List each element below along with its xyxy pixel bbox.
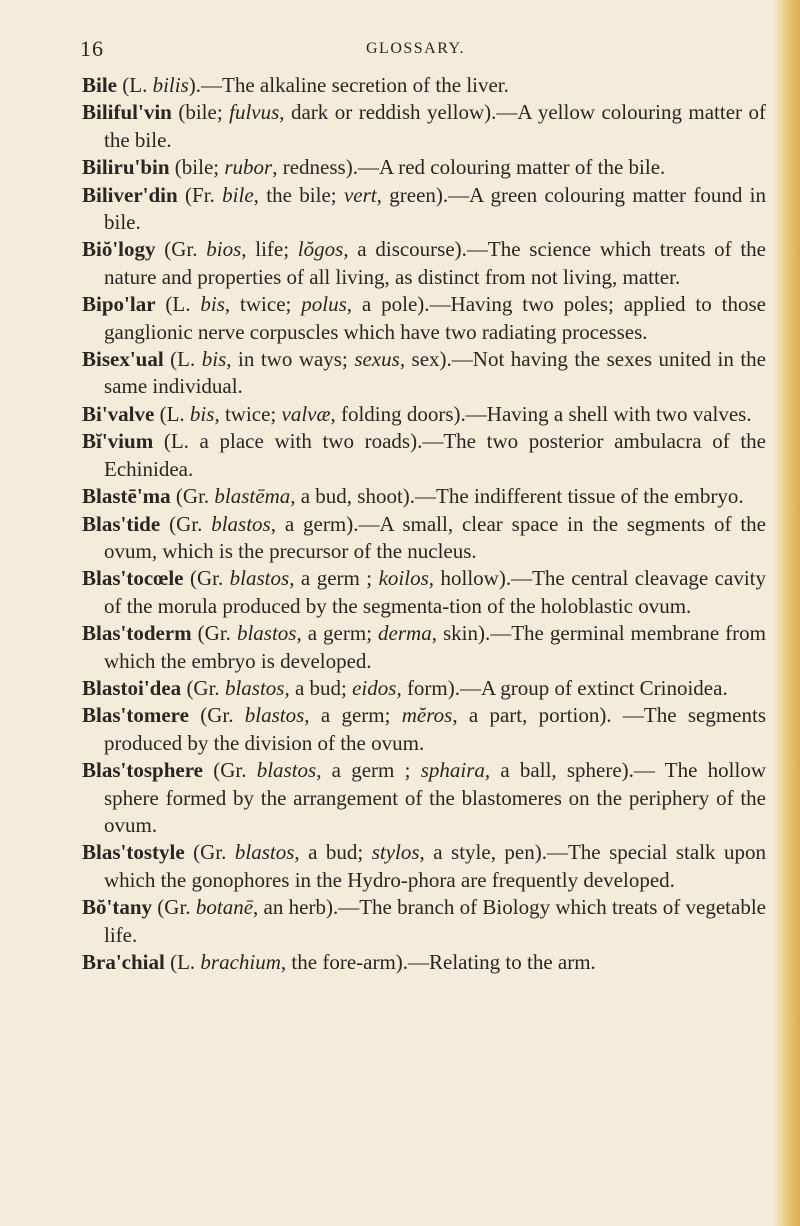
glossary-entry bbox=[82, 154, 766, 181]
entry-text: (L. a place with two roads).—The two posterior ambulacra of the Echinidea. bbox=[104, 429, 766, 481]
entry-headword: Biliru'bin bbox=[82, 155, 170, 180]
entry-text: (Gr. bbox=[188, 703, 245, 728]
entry-etymon: botanē bbox=[195, 895, 254, 920]
glossary-entry bbox=[82, 483, 766, 510]
entry-text: (L. bbox=[155, 292, 201, 317]
glossary-entry bbox=[82, 99, 766, 154]
entry-headword: Blas'tostyle bbox=[82, 840, 185, 865]
entry-text: , the bile; bbox=[253, 182, 344, 207]
entry-headword: Blas'tomere bbox=[82, 703, 189, 728]
entry-text: , an herb).—The branch of Biology which treats of vegetable life. bbox=[104, 895, 766, 947]
entry-etymon: sexus bbox=[354, 347, 400, 372]
entry-headword: Bipo'lar bbox=[82, 292, 156, 317]
entry-headword: Bĭ'vium bbox=[82, 429, 154, 454]
entry-etymon: bile bbox=[222, 182, 254, 207]
entry-text: (Gr. bbox=[202, 758, 257, 783]
entry-text: (Gr. bbox=[170, 484, 215, 509]
page-edge-shading bbox=[772, 0, 800, 1226]
entry-text: (Gr. bbox=[183, 566, 230, 591]
entry-etymon: sphaira bbox=[420, 758, 485, 783]
entry-headword: Bi'valve bbox=[82, 401, 155, 426]
entry-etymon: brachium bbox=[200, 950, 281, 974]
entry-headword: Bra'chial bbox=[82, 950, 165, 974]
entry-etymon: blastos bbox=[229, 566, 290, 591]
entry-text: (Gr. bbox=[184, 840, 235, 865]
entry-etymon: bis bbox=[200, 292, 225, 317]
entry-text: , a germ; bbox=[304, 703, 402, 728]
glossary-entry bbox=[82, 675, 766, 702]
entry-headword: Blas'tosphere bbox=[82, 758, 203, 783]
entry-etymon: blastos bbox=[236, 621, 297, 646]
glossary-entry bbox=[82, 291, 766, 346]
entry-text: , in two ways; bbox=[226, 347, 355, 372]
entry-text: , a pole).—Having two poles; applied to those ganglionic nerve corpuscles which have two radiating processes. bbox=[104, 292, 766, 344]
entry-text: (L. bbox=[154, 401, 190, 426]
glossary-entry bbox=[82, 346, 766, 401]
entry-text: (Gr. bbox=[152, 895, 196, 920]
glossary-entry bbox=[82, 894, 766, 949]
entry-etymon: blastos bbox=[244, 703, 305, 728]
entry-etymon: bilis bbox=[152, 73, 189, 97]
entry-etymon: koilos bbox=[378, 566, 429, 591]
glossary-entry bbox=[82, 182, 766, 237]
entry-text: , a germ).—A small, clear space in the segments of the ovum, which is the precursor of the nucleus. bbox=[104, 511, 766, 563]
entry-text: ).—The alkaline secretion of the liver. bbox=[188, 73, 509, 97]
entry-headword: Bisex'ual bbox=[82, 347, 164, 372]
glossary-entry bbox=[82, 757, 766, 839]
glossary-entry bbox=[82, 565, 766, 620]
page-number: 16 bbox=[80, 36, 104, 61]
entry-etymon: lŏgos bbox=[297, 237, 344, 262]
entry-etymon: blastēma bbox=[214, 484, 291, 509]
entry-text: (Gr. bbox=[191, 621, 237, 646]
entry-text: , twice; bbox=[214, 401, 282, 426]
entry-text: , a ball, sphere).— The hollow sphere formed by the arrangement of the blastomeres on the periphery of the ovum. bbox=[104, 758, 766, 837]
entry-text: (L. bbox=[117, 73, 153, 97]
entry-text: (bile; bbox=[171, 100, 230, 125]
entry-text: , a germ ; bbox=[289, 566, 379, 591]
entry-text: , hollow).—The central cleavage cavity of the morula produced by the segmenta-tion of the holoblastic ovum. bbox=[104, 566, 766, 618]
entry-headword: Blas'toderm bbox=[82, 621, 192, 646]
entry-text: (bile; bbox=[169, 155, 225, 180]
entry-text: , green).—A green colouring matter found in bile. bbox=[104, 182, 767, 235]
entry-text: (Gr. bbox=[181, 675, 225, 700]
entry-text: , dark or reddish yellow).—A yellow colouring matter of the bile. bbox=[104, 100, 766, 152]
entry-headword: Bile bbox=[82, 73, 117, 97]
entry-etymon: stylos bbox=[371, 840, 420, 865]
entry-etymon: derma bbox=[378, 621, 432, 646]
entry-headword: Blastoi'dea bbox=[82, 675, 182, 700]
glossary-entry bbox=[82, 72, 766, 99]
entry-text: (Gr. bbox=[160, 511, 212, 536]
entry-text: , a bud; bbox=[294, 840, 372, 865]
entry-text: , a germ ; bbox=[316, 758, 421, 783]
entry-text: , the fore-arm).—Relating to the arm. bbox=[280, 950, 596, 974]
glossary-entry bbox=[82, 236, 766, 291]
entry-text: , skin).—The germinal membrane from which the embryo is developed. bbox=[104, 621, 766, 673]
entry-etymon: bios bbox=[206, 237, 242, 262]
glossary-entry bbox=[82, 949, 766, 976]
entry-headword: Biŏ'logy bbox=[82, 237, 156, 262]
entry-etymon: mĕros bbox=[401, 703, 453, 728]
glossary-entries bbox=[82, 72, 766, 976]
running-head bbox=[80, 36, 720, 60]
entry-text: (L. bbox=[164, 950, 201, 974]
entry-etymon: blastos bbox=[234, 840, 295, 865]
entry-text: , a discourse).—The science which treats of the nature and properties of all living, as distinct from not living, matter. bbox=[104, 237, 766, 289]
entry-etymon: polus bbox=[301, 292, 347, 317]
entry-headword: Blas'tocœle bbox=[82, 566, 184, 591]
entry-etymon: vert bbox=[343, 182, 377, 207]
entry-text: (Fr. bbox=[177, 182, 223, 207]
glossary-entry bbox=[82, 511, 766, 566]
entry-etymon: bis bbox=[189, 401, 215, 426]
entry-text: (L. bbox=[163, 347, 202, 372]
entry-etymon: rubor bbox=[224, 155, 273, 180]
glossary-entry bbox=[82, 702, 766, 757]
entry-text: , a style, pen).—The special stalk upon which the gonophores in the Hydro-phora are frequently developed. bbox=[104, 840, 766, 892]
entry-etymon: blastos bbox=[224, 675, 285, 700]
entry-etymon: fulvus bbox=[229, 100, 280, 125]
entry-headword: Blastē'ma bbox=[82, 484, 171, 509]
entry-etymon: valvæ bbox=[281, 401, 331, 426]
entry-etymon: eidos bbox=[352, 675, 397, 700]
header-title: GLOSSARY. bbox=[366, 40, 466, 57]
glossary-entry bbox=[82, 839, 766, 894]
entry-headword: Biliver'din bbox=[82, 182, 178, 207]
entry-etymon: blastos bbox=[256, 758, 317, 783]
entry-text: , sex).—Not having the sexes united in the same individual. bbox=[104, 347, 767, 399]
entry-text: , folding doors).—Having a shell with two valves. bbox=[330, 401, 752, 426]
entry-text: , form).—A group of extinct Crinoidea. bbox=[396, 675, 728, 700]
entry-headword: Bŏ'tany bbox=[82, 895, 153, 920]
glossary-entry bbox=[82, 401, 766, 428]
entry-headword: Blas'tide bbox=[82, 511, 161, 536]
entry-text: , a bud, shoot).—The indifferent tissue of the embryo. bbox=[290, 484, 744, 509]
entry-etymon: bis bbox=[201, 347, 227, 372]
glossary-entry bbox=[82, 620, 766, 675]
entry-text: , redness).—A red colouring matter of the bile. bbox=[272, 155, 666, 180]
entry-etymon: blastos bbox=[211, 511, 271, 536]
entry-text: , life; bbox=[241, 237, 298, 262]
entry-headword: Biliful'vin bbox=[82, 100, 172, 125]
entry-text: , a part, portion). —The segments produced by the division of the ovum. bbox=[104, 703, 766, 755]
entry-text: , twice; bbox=[224, 292, 302, 317]
glossary-entry bbox=[82, 428, 766, 483]
entry-text: , a bud; bbox=[284, 675, 353, 700]
entry-text: (Gr. bbox=[155, 237, 207, 262]
entry-text: , a germ; bbox=[296, 621, 379, 646]
